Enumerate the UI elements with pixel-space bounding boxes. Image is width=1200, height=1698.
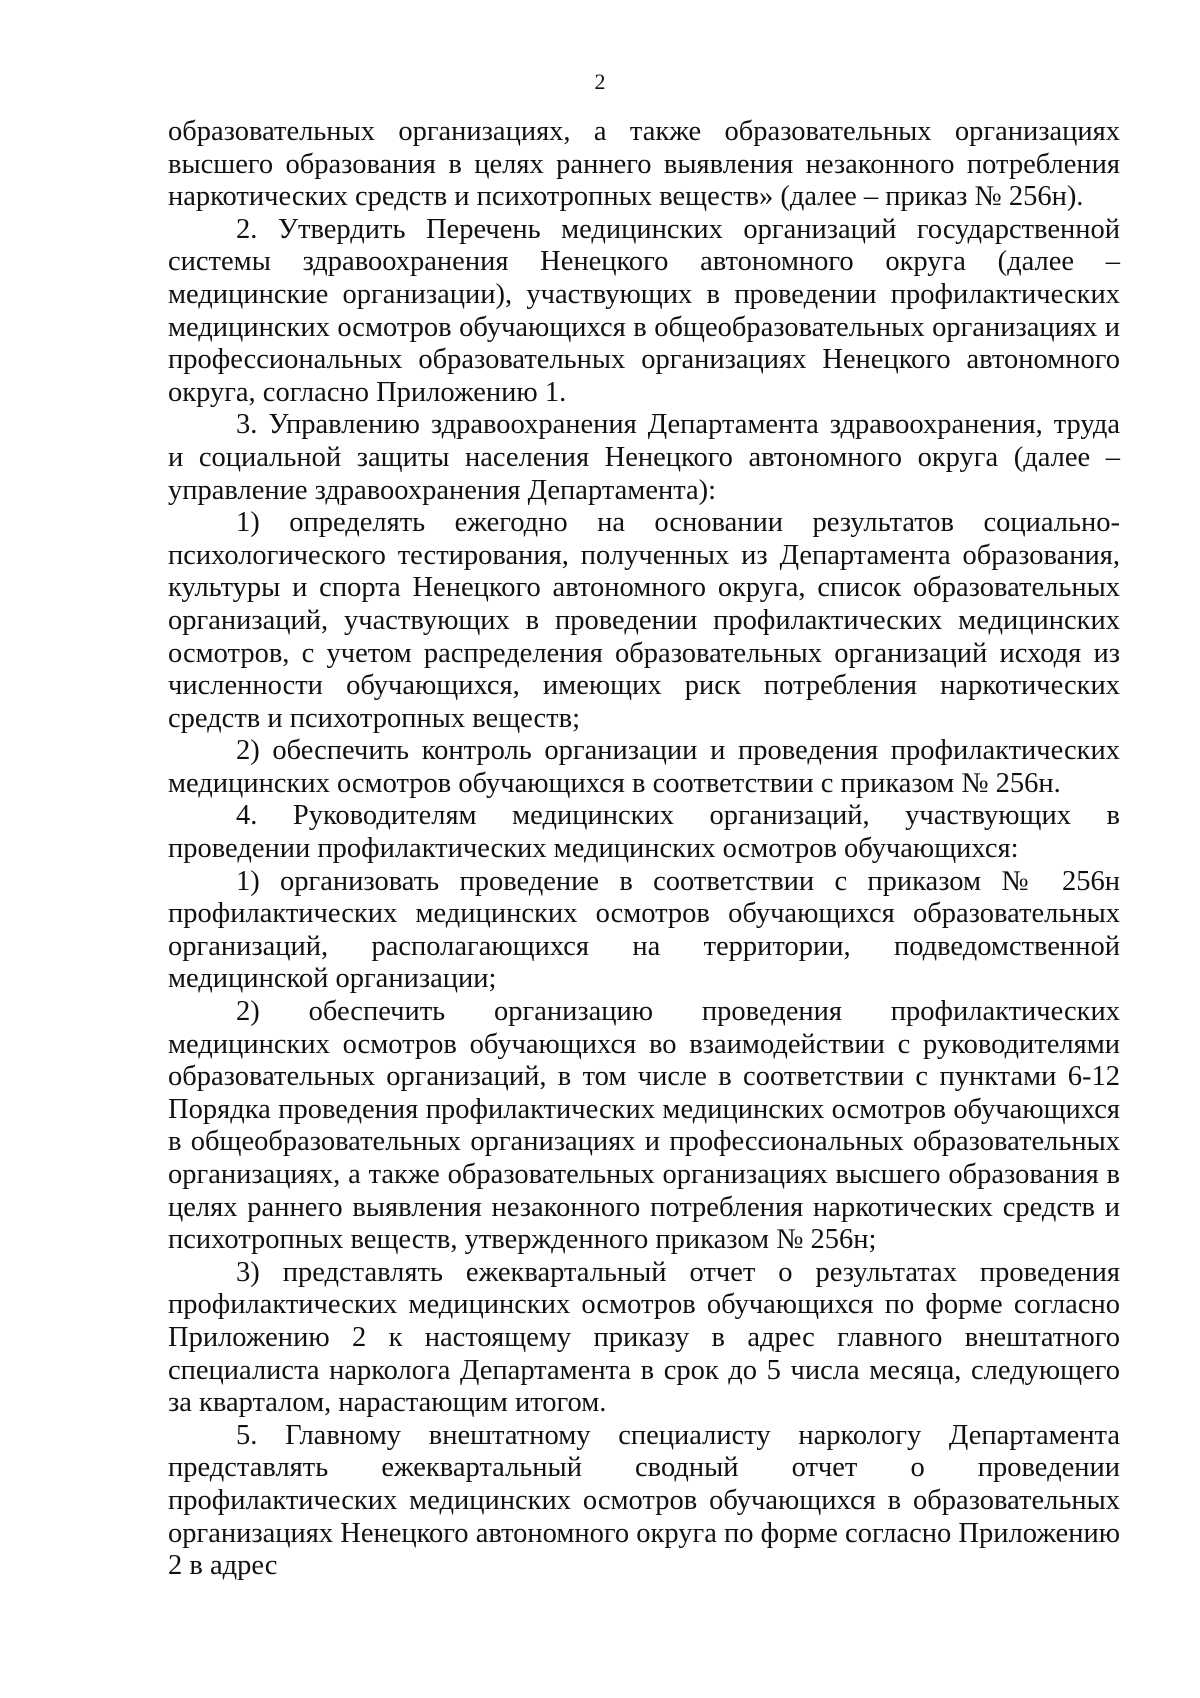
- paragraph: 3) представлять ежеквартальный отчет о результатах проведения профилактических медицинских осмотров обучающихся по форме согласно Приложению 2 к настоящему приказу в адрес главного внештатного специалиста нарколога Департамента в срок до 5 числа месяца, следующего за кварталом, нарастающим итогом.: [168, 1256, 1120, 1419]
- paragraph: 2) обеспечить организацию проведения профилактических медицинских осмотров обучающихся во взаимодействии с руководителями образовательных организаций, в том числе в соответствии с пунктами 6-12 Порядка проведения профилактических медицинских осмотров обучающихся в общеобразовательных организациях и профессиональных образовательных организациях, а также образовательных организациях высшего образования в целях раннего выявления незаконного потребления наркотических средств и психотропных веществ, утвержденного приказом № 256н;: [168, 996, 1120, 1256]
- paragraph: 3. Управлению здравоохранения Департамента здравоохранения, труда и социальной защиты населения Ненецкого автономного округа (далее – управление здравоохранения Департамента):: [168, 409, 1120, 506]
- paragraph: образовательных организациях, а также образовательных организациях высшего образования в целях раннего выявления незаконного потребления наркотических средств и психотропных веществ» (далее – приказ № 256н).: [168, 116, 1120, 213]
- page-number: 2: [594, 69, 606, 94]
- paragraph: 5. Главному внештатному специалисту наркологу Департамента представлять ежеквартальный сводный отчет о проведении профилактических медицинских осмотров обучающихся в образовательных организациях Ненецкого автономного округа по форме согласно Приложению 2 в адрес: [168, 1419, 1120, 1582]
- paragraph: 4. Руководителям медицинских организаций, участвующих в проведении профилактических медицинских осмотров обучающихся:: [168, 800, 1120, 865]
- paragraph: 1) определять ежегодно на основании результатов социально-психологического тестирования, полученных из Департамента образования, культуры и спорта Ненецкого автономного округа, список образовательных организаций, участвующих в проведении профилактических медицинских осмотров, с учетом распределения образовательных организаций исходя из численности обучающихся, имеющих риск потребления наркотических средств и психотропных веществ;: [168, 507, 1120, 734]
- paragraph: 2. Утвердить Перечень медицинских организаций государственной системы здравоохранения Ненецкого автономного округа (далее – медицинские организации), участвующих в проведении профилактических медицинских осмотров обучающихся в общеобразовательных организациях и профессиональных образовательных организациях Ненецкого автономного округа, согласно Приложению 1.: [168, 213, 1120, 408]
- paragraph: 2) обеспечить контроль организации и проведения профилактических медицинских осмотров обучающихся в соответствии с приказом № 256н.: [168, 735, 1120, 799]
- document-body: [168, 116, 1120, 1583]
- paragraph: 1) организовать проведение в соответствии с приказом № 256н профилактических медицинских осмотров обучающихся образовательных организаций, располагающихся на территории, подведомственной медицинской организации;: [168, 865, 1120, 995]
